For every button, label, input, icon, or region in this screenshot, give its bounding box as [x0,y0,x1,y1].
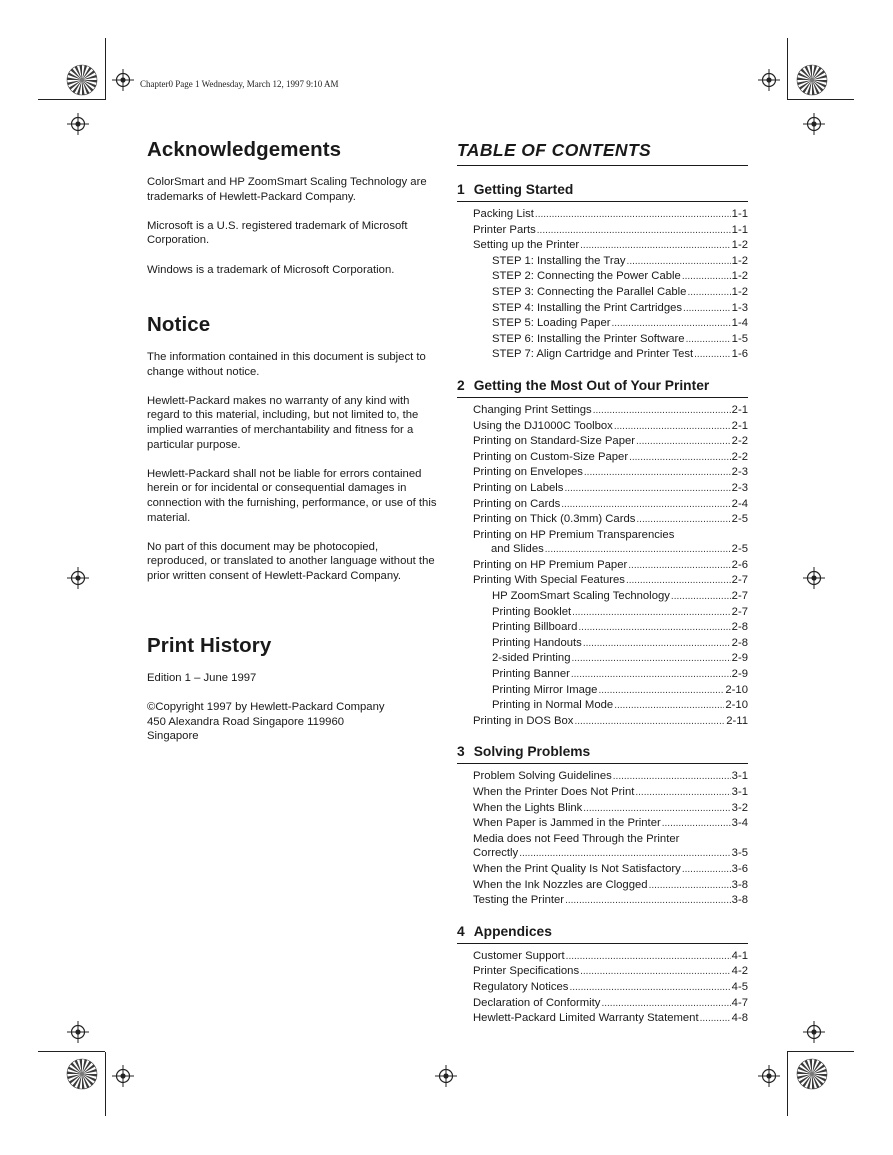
toc-entry[interactable] [457,949,748,965]
toc-page-number: 2-1 [731,403,748,416]
toc-entry-text: Printing in Normal Mode [492,699,614,712]
copyright-line: ©Copyright 1997 by Hewlett-Packard Company [147,701,385,714]
toc-entry[interactable] [457,573,748,589]
toc-page-number: 1-2 [731,270,748,283]
toc-entry-text: Printing on Custom-Size Paper [473,450,629,463]
toc-entry[interactable] [457,846,748,862]
paragraph: ColorSmart and HP ZoomSmart Scaling Technology are trademarks of Hewlett-Packard Company. [147,176,427,203]
toc-entry[interactable] [457,316,748,332]
toc-entry[interactable] [457,207,748,223]
crop-mark [105,1052,106,1116]
toc-entry-text: and Slides [491,543,544,556]
toc-entry-text: Printing on Standard-Size Paper [473,435,636,448]
toc-entry[interactable] [457,465,748,481]
toc-entry-text: Changing Print Settings [473,403,592,416]
registration-mark-icon [758,69,780,91]
dot-leader [601,996,730,1012]
toc-entry-text: Printing Billboard [492,621,578,634]
dot-leader [593,403,731,419]
toc-page-number: 3-4 [731,817,748,830]
dot-leader [614,419,731,435]
print-header-slug: Chapter0 Page 1 Wednesday, March 12, 1997 9:10 AM [140,79,339,89]
toc-page-number: 4-5 [731,980,748,993]
crop-mark [787,38,788,100]
toc-entry-text: Printing in DOS Box [473,714,574,727]
registration-mark-icon [67,567,89,589]
dot-leader [671,589,731,605]
toc-entry[interactable] [457,651,748,667]
chapter-title: Getting the Most Out of Your Printer [473,377,710,393]
notice-section [147,313,437,598]
registration-mark-icon [67,113,89,135]
toc-entry-text: STEP 4: Installing the Print Cartridges [492,301,683,314]
toc-entry-text: Printing on Cards [473,497,561,510]
crop-mark [787,1051,854,1052]
dot-leader [635,785,730,801]
toc-entry-text: Media does not Feed Through the Printer [473,832,680,845]
paragraph: The information contained in this document is subject to change without notice. [147,351,426,378]
print-history-title: Print History [147,634,272,657]
toc-chapter [457,182,748,363]
paragraph: Hewlett-Packard shall not be liable for errors contained herein or for incidental or consequential damages in connection with the furnishing, performance, or use of this material. [147,467,437,524]
toc-entry[interactable] [457,419,748,435]
address-line: 450 Alexandra Road Singapore 119960 [147,715,345,728]
toc-entry[interactable] [457,542,748,558]
dot-leader [614,698,724,714]
toc-entry[interactable] [457,223,748,239]
toc-page-number: 2-8 [731,636,748,649]
crop-mark [105,38,106,100]
dot-leader [649,878,731,894]
toc-entry[interactable] [457,254,748,270]
notice-title: Notice [147,313,211,336]
dot-leader [662,816,731,832]
toc-entry[interactable] [457,512,748,528]
toc-page-number: 2-6 [731,558,748,571]
dot-leader [686,332,731,348]
toc-page-number: 2-5 [731,513,748,526]
dot-leader [583,636,731,652]
toc-entry-text: Printing With Special Features [473,574,625,587]
toc-entry-text: When the Print Quality Is Not Satisfactory [473,862,681,875]
toc-entry[interactable] [457,698,748,714]
toc-entry[interactable] [457,893,748,909]
paragraph: Hewlett-Packard makes no warranty of any kind with regard to this material, including, but not limited to, the implied warranties of merchantability and fitness for a particular purpose. [147,394,419,451]
dot-leader [566,949,731,965]
registration-mark-icon [112,69,134,91]
chapter-number: 4 [457,923,465,939]
toc-page-number: 2-9 [731,652,748,665]
toc-entry-text: STEP 5: Loading Paper [492,317,611,330]
toc-entry-text: Hewlett-Packard Limited Warranty Statement [473,1012,699,1025]
dot-leader [545,542,731,558]
toc-entry[interactable] [457,801,748,817]
toc-entry[interactable] [457,964,748,980]
toc-entry-text: Printer Specifications [473,965,580,978]
toc-entry[interactable] [457,862,748,878]
dot-leader [613,769,731,785]
toc-entry-text: Packing List [473,208,534,220]
registration-mark-icon [803,1021,825,1043]
toc-entry-text: Setting up the Printer [473,239,580,252]
toc-page-number: 2-10 [725,699,748,712]
toc-entry-list [457,207,748,363]
toc-chapter-heading[interactable] [457,182,748,202]
toc-entry[interactable] [457,785,748,801]
toc-entry[interactable] [457,528,748,543]
toc-page-number: 3-1 [731,786,748,798]
dot-leader [580,238,731,254]
toc-entry[interactable] [457,832,748,847]
toc-entry-text: Problem Solving Guidelines [473,770,612,783]
toc-entry[interactable] [457,238,748,254]
acknowledgements-section [147,138,437,292]
toc-chapter [457,378,748,729]
toc-page-number: 2-7 [731,590,748,603]
toc-entry-text: Testing the Printer [473,894,565,907]
crop-mark [38,99,105,100]
toc-entry-text: Printer Parts [473,223,536,236]
toc-page-number: 3-8 [731,894,748,907]
toc-entry[interactable] [457,714,748,730]
paragraph: Microsoft is a U.S. registered trademark of Microsoft Corporation. [147,219,408,247]
toc-page-number: 3-5 [731,847,748,860]
toc-chapter [457,924,748,1027]
chapter-title: Getting Started [473,182,574,197]
starburst-mark-icon [66,64,98,96]
toc-entry[interactable] [457,620,748,636]
print-history-section [147,634,437,759]
registration-mark-icon [67,1021,89,1043]
toc-entry-text: STEP 2: Connecting the Power Cable [492,270,681,283]
toc-page-number: 1-1 [731,208,748,220]
toc-entry-text: Customer Support [473,949,565,962]
registration-mark-icon [758,1065,780,1087]
toc-entry[interactable] [457,1011,748,1027]
toc-entry-text: Printing Banner [492,668,570,681]
toc-entry[interactable] [457,269,748,285]
toc-page-number: 1-2 [731,285,748,298]
toc-page-number: 3-2 [731,801,748,814]
toc-entry[interactable] [457,450,748,466]
registration-mark-icon [112,1065,134,1087]
toc-entry-text: HP ZoomSmart Scaling Technology [492,590,670,603]
toc-entry-text: Using the DJ1000C Toolbox [473,419,613,432]
toc-entry[interactable] [457,332,748,348]
starburst-mark-icon [796,1058,828,1090]
dot-leader [636,434,731,450]
toc-entry-text: STEP 6: Installing the Printer Software [492,332,685,345]
starburst-mark-icon [66,1058,98,1090]
toc-entry-text: Correctly [473,847,519,860]
toc-page-number: 1-1 [731,223,748,236]
toc-page-number: 2-1 [731,419,748,432]
dot-leader [564,481,730,497]
toc-entry[interactable] [457,589,748,605]
toc-entry[interactable] [457,636,748,652]
dot-leader [687,285,730,301]
crop-mark [787,99,854,100]
toc-entry[interactable] [457,285,748,301]
toc-entry[interactable] [457,667,748,683]
dot-leader [626,573,731,589]
toc-entry-text: Printing Booklet [492,605,572,618]
chapter-number: 2 [457,377,465,393]
toc-entry[interactable] [457,605,748,621]
dot-leader [628,558,730,574]
copyright-block [147,700,437,744]
toc-page-number: 1-2 [731,239,748,252]
dot-leader [578,620,730,636]
registration-mark-icon [803,113,825,135]
toc-page-number: 3-6 [731,862,748,875]
dot-leader [572,651,731,667]
toc-chapter-heading[interactable] [457,924,748,944]
dot-leader [612,316,731,332]
toc-page-number: 1-5 [731,332,748,345]
toc-entry-text: Printing on HP Premium Transparencies [473,528,675,541]
toc-entry[interactable] [457,980,748,996]
toc-entry-text: When Paper is Jammed in the Printer [473,817,661,830]
toc-entry[interactable] [457,481,748,497]
toc-entry[interactable] [457,683,748,699]
dot-leader [636,512,730,528]
dot-leader [683,301,731,317]
chapter-title: Solving Problems [473,744,591,760]
dot-leader [700,1011,731,1027]
toc-entry-text: STEP 3: Connecting the Parallel Cable [492,285,687,298]
toc-entry[interactable] [457,996,748,1012]
toc-chapter-heading[interactable] [457,378,748,398]
chapter-number: 3 [457,744,465,760]
toc-chapters [457,182,748,1027]
dot-leader [565,893,731,909]
toc-entry-list [457,403,748,729]
dot-leader [571,667,731,683]
toc-page-number: 2-3 [731,466,748,479]
dot-leader [537,223,731,239]
toc-page-number: 1-6 [731,348,748,361]
toc-entry[interactable] [457,816,748,832]
toc-entry[interactable] [457,558,748,574]
edition-line: Edition 1 – June 1997 [147,672,257,684]
chapter-number: 1 [457,182,465,197]
dot-leader [682,269,731,285]
toc-page-number: 4-1 [731,949,748,962]
toc-entry-text: Printing Handouts [492,636,582,649]
toc-entry-text: When the Lights Blink [473,801,583,814]
crop-mark [38,1051,105,1052]
starburst-mark-icon [796,64,828,96]
toc-entry-text: Printing on HP Premium Paper [473,558,628,571]
dot-leader [598,683,724,699]
toc-entry-text: Printing on Thick (0.3mm) Cards [473,513,636,526]
toc-entry[interactable] [457,769,748,785]
toc-entry-text: When the Ink Nozzles are Clogged [473,878,648,891]
toc-entry[interactable] [457,434,748,450]
toc-entry[interactable] [457,878,748,894]
toc-page-number: 2-10 [725,683,748,696]
crop-mark [787,1052,788,1116]
toc-entry-text: Regulatory Notices [473,980,569,993]
dot-leader [519,846,730,862]
toc-page-number: 2-7 [731,605,748,618]
toc-entry-text: STEP 7: Align Cartridge and Printer Test [492,348,694,361]
dot-leader [574,714,725,730]
toc-page-number: 2-4 [731,497,748,510]
toc-page-number: 1-4 [731,317,748,330]
toc-chapter [457,744,748,908]
paragraph: Windows is a trademark of Microsoft Corporation. [147,263,395,276]
acknowledgements-title: Acknowledgements [147,138,342,161]
toc-entry-text: 2-sided Printing [492,652,571,665]
toc-page-number: 4-7 [731,996,748,1009]
toc-entry-text: Printing Mirror Image [492,683,598,696]
toc-page-number: 3-8 [731,878,748,891]
toc-page-number: 4-2 [731,965,748,978]
toc-page-number: 2-11 [726,714,748,727]
paragraph: No part of this document may be photocopied, reproduced, or translated to another language without the prior written consent of Hewlett-Packard Company. [147,540,435,582]
toc-entry-text: Printing on Envelopes [473,466,583,479]
toc-page-number: 1-3 [731,301,748,314]
toc-entry[interactable] [457,347,748,363]
dot-leader [627,254,731,270]
toc-page-number: 2-9 [731,668,748,681]
toc-entry-text: Printing on Labels [473,481,564,494]
country-line: Singapore [147,730,199,743]
dot-leader [580,964,731,980]
dot-leader [694,347,731,363]
registration-mark-icon [435,1065,457,1087]
toc-entry-text: Declaration of Conformity [473,996,601,1009]
toc-page-number: 2-7 [731,574,748,587]
toc-entry-text: STEP 1: Installing the Tray [492,254,626,267]
toc-entry[interactable] [457,403,748,419]
toc-page-number: 2-5 [731,543,748,556]
toc-entry-text: When the Printer Does Not Print [473,786,635,798]
dot-leader [682,862,731,878]
table-of-contents [457,140,748,1027]
dot-leader [561,497,730,513]
chapter-title: Appendices [473,923,552,939]
dot-leader [535,207,731,223]
toc-page-number: 2-8 [731,621,748,634]
dot-leader [572,605,731,621]
dot-leader [569,980,730,996]
registration-mark-icon [803,567,825,589]
dot-leader [583,801,730,817]
toc-page-number: 2-2 [731,450,748,463]
toc-entry-list [457,769,748,908]
toc-page-number: 2-2 [731,435,748,448]
toc-entry[interactable] [457,497,748,513]
toc-chapter-heading[interactable] [457,744,748,764]
dot-leader [584,465,731,481]
toc-page-number: 1-2 [731,254,748,267]
toc-page-number: 4-8 [731,1012,748,1025]
toc-page-number: 2-3 [731,481,748,494]
toc-page-number: 3-1 [731,770,748,783]
toc-entry[interactable] [457,301,748,317]
dot-leader [629,450,731,466]
toc-title: TABLE OF CONTENTS [457,140,748,166]
toc-entry-list [457,949,748,1027]
